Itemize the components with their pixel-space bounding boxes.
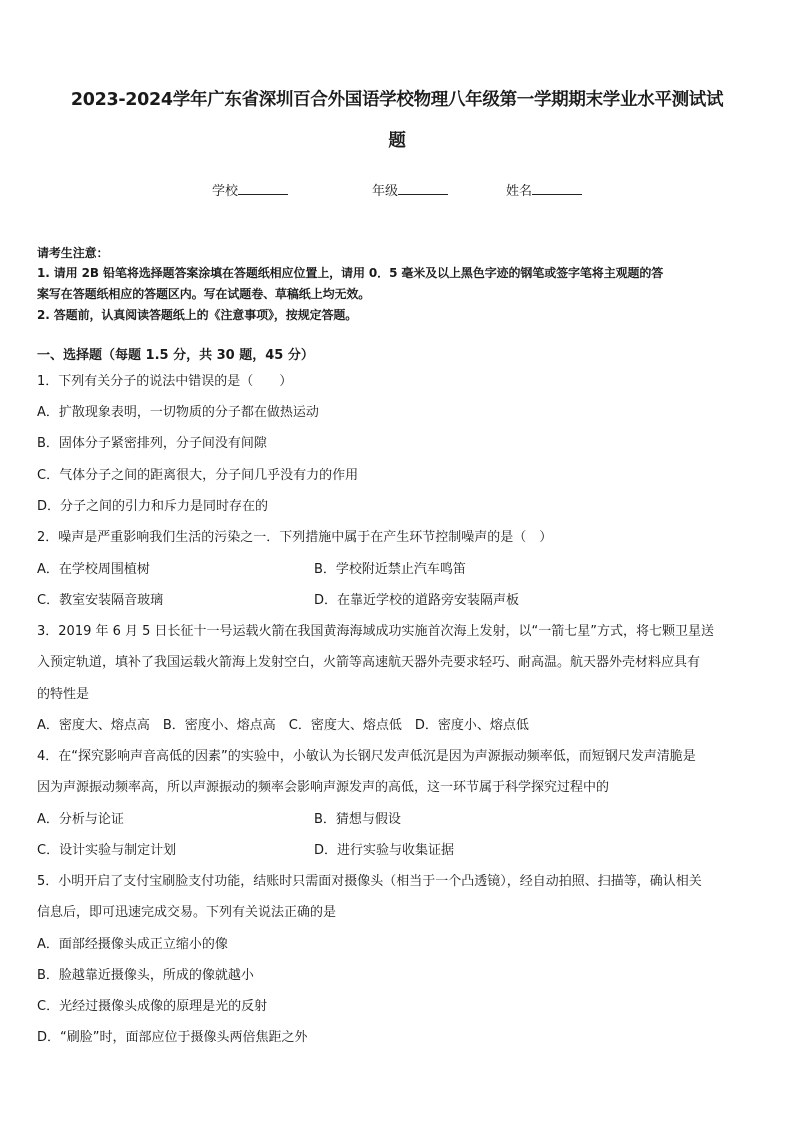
school-label: 学校 (212, 184, 239, 199)
question-5-option-b: B．脸越靠近摄像头，所成的像就越小 (37, 968, 254, 983)
school-blank (238, 181, 288, 195)
question-1-option-c: C．气体分子之间的距离很大，分子间几乎没有力的作用 (37, 468, 359, 483)
question-5-stem: 5．小明开启了支付宝刷脸支付功能，结账时只需面对摄像头（相当于一个凸透镜），经自动拍照、扫描等，确认相关 (37, 874, 702, 889)
question-4-stem-continued: 因为声源振动频率高，所以声源振动的频率会影响声源发声的高低，这一环节属于科学探究过程中的 (37, 780, 610, 795)
question-4-option-a: A．分析与论证 (37, 812, 124, 827)
name-blank (532, 181, 582, 195)
notice-heading: 请考生注意： (37, 246, 109, 260)
school-field (212, 181, 288, 201)
question-5-option-c: C．光经过摄像头成像的原理是光的反射 (37, 999, 268, 1014)
page-title-continued: 题 (388, 131, 406, 151)
name-field (506, 181, 582, 201)
question-3-options: A．密度大、熔点高 B．密度小、熔点高 C．密度大、熔点低 D．密度小、熔点低 (37, 718, 529, 733)
question-5-stem-continued: 信息后，即可迅速完成交易。下列有关说法正确的是 (37, 905, 337, 920)
question-1-option-b: B．固体分子紧密排列，分子间没有间隙 (37, 436, 267, 451)
question-3-stem: 3．2019 年 6 月 5 日长征十一号运载火箭在我国黄海海域成功实施首次海上发射，以“一箭七星”方式，将七颗卫星送 (37, 624, 715, 639)
notice-item-2: 2. 答题前，认真阅读答题纸上的《注意事项》，按规定答题。 (37, 308, 358, 322)
question-2-option-a: A．在学校周围植树 (37, 562, 150, 577)
grade-blank (398, 181, 448, 195)
question-1-stem: 1．下列有关分子的说法中错误的是（ ） (37, 374, 293, 389)
question-4-option-d: D．进行实验与收集证据 (314, 843, 455, 858)
question-2-option-b: B．学校附近禁止汽车鸣笛 (314, 562, 466, 577)
grade-field (372, 181, 448, 201)
question-2-option-c: C．教室安装隔音玻璃 (37, 593, 164, 608)
question-5-option-d: D．“刷脸”时，面部应位于摄像头两倍焦距之外 (37, 1030, 308, 1045)
question-1-option-a: A．扩散现象表明，一切物质的分子都在做热运动 (37, 405, 319, 420)
section-heading: 一、选择题（每题 1.5 分，共 30 题，45 分） (37, 348, 314, 363)
question-4-option-c: C．设计实验与制定计划 (37, 843, 177, 858)
question-4-option-b: B．猜想与假设 (314, 812, 401, 827)
question-3-stem-continued: 入预定轨道，填补了我国运载火箭海上发射空白，火箭等高速航天器外壳要求轻巧、耐高温。航天器外壳材料应具有 (37, 655, 701, 670)
question-2-option-d: D．在靠近学校的道路旁安装隔声板 (314, 593, 520, 608)
grade-label: 年级 (372, 184, 399, 199)
question-3-stem-end: 的特性是 (37, 687, 90, 702)
question-2-stem: 2．噪声是严重影响我们生活的污染之一．下列措施中属于在产生环节控制噪声的是（ ） (37, 530, 553, 545)
notice-item-1: 1. 请用 2B 铅笔将选择题答案涂填在答题纸相应位置上，请用 0．5 毫米及以上黑色字迹的钢笔或签字笔将主观题的答 (37, 266, 664, 280)
question-1-option-d: D．分子之间的引力和斥力是同时存在的 (37, 499, 269, 514)
name-label: 姓名 (506, 184, 533, 199)
question-5-option-a: A．面部经摄像头成正立缩小的像 (37, 937, 228, 952)
page-title: 2023-2024学年广东省深圳百合外国语学校物理八年级第一学期期末学业水平测试试 (70, 90, 724, 110)
notice-item-1-continued: 案写在答题纸相应的答题区内。写在试题卷、草稿纸上均无效。 (37, 287, 371, 301)
question-4-stem: 4．在“探究影响声音高低的因素”的实验中，小敏认为长钢尺发声低沉是因为声源振动频率低，而短钢尺发声清脆是 (37, 749, 696, 764)
